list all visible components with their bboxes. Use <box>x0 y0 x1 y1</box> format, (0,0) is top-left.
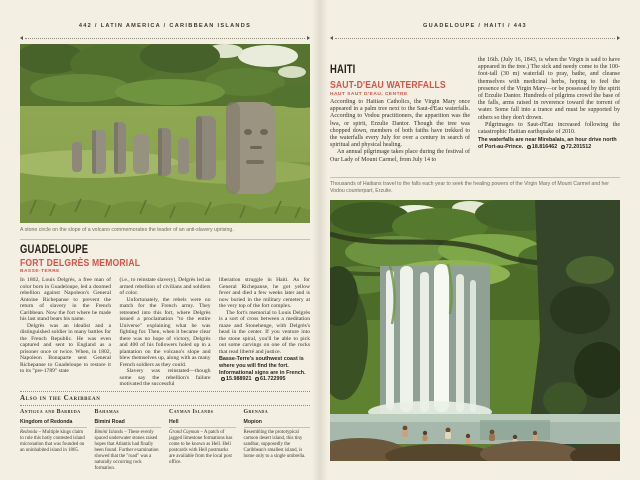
directions-text: The waterfalls are near Mirebalais, an hour drive north of Port-au-Prince. <box>478 137 617 151</box>
running-header: 442 / LATIN AMERICA / CARIBBEAN ISLANDS <box>78 23 252 29</box>
dotted-rule <box>335 38 615 39</box>
header-rule <box>330 36 620 40</box>
also-entry <box>20 409 87 477</box>
also-entry <box>95 409 162 477</box>
longitude-value: 72.201512 <box>559 144 591 150</box>
article-location: BASSE-TERRE <box>20 269 60 274</box>
article-title: FORT DELGRÈS MEMORIAL <box>20 257 141 269</box>
article-paragraph: In 1802, Louis Delgrès, a free man of color born in Guadeloupe, led a doomed rebellion against Napoleon's General Antoine Richepanse to prevent the return of slavery in the French Caribbean. Now the fort where he made his last stand bears his name. <box>20 277 111 322</box>
caption-rule <box>330 177 620 178</box>
photo-caption: Thousands of Haitians travel to the falls each year to seek the healing powers of the Virgin Mary of Mount Carmel and her Vodou counterpart, Erzulie. <box>330 181 610 194</box>
article-paragraph: An annual pilgrimage takes place during the festival of Our Lady of Mount Carmel, from July 14 to <box>330 149 470 163</box>
longitude-icon <box>255 377 259 381</box>
also-text: Grand Cayman – A patch of jagged limestone formations has come to be known as Hell. Hell postcards with Hell postmarks are available from the local post office. <box>169 430 236 466</box>
article-title: SAUT-D'EAU WATERFALLS <box>330 79 446 91</box>
article-paragraph: According to Haitian Catholics, the Virgin Mary once appeared in a palm tree next to the Saut-d'Eau waterfalls. According to Vodou practitioners, the apparition was the lwa, or spirit, Erzulie Dantor. Though the tree was chopped down, members of both faiths have trekked to the waterfalls every July for over a century in search of spiritual and physical healing. <box>330 99 470 149</box>
also-section-title: Also in the Caribbean <box>20 394 101 402</box>
latitude-value: 15.988921 <box>219 376 251 382</box>
also-entry <box>169 409 236 477</box>
article-paragraph: liberation struggle in Haiti. As for General Richepanse, he got yellow fever and died a few weeks later and is now buried in the military cemetery at the very top of the fort complex. <box>219 277 310 309</box>
also-section-top-rule <box>20 391 310 392</box>
waterfall-illustration <box>330 200 620 461</box>
stone-circle-photo <box>20 44 310 223</box>
also-text: Bimini Islands – These evenly spaced underwater stones raised hopes that Atlantis had finally been found. Further examination showed that the "road" was a naturally occurring rock formation. <box>95 430 162 472</box>
country-heading: GUADELOUPE <box>20 244 89 256</box>
directions-text: Basse-Terre's southwest coast is where you will find the fort. Informational signs are in French. <box>219 356 306 376</box>
also-place: Mopion <box>244 419 311 428</box>
rule-arrow-right-icon <box>307 36 310 40</box>
latitude-icon <box>221 377 225 381</box>
text-column <box>120 277 211 388</box>
article-paragraph: The fort's memorial to Louis Delgrès is a sort of cross between a meditation maze and Stonehenge, with Delgrès's head in the center. If you venture into the stone spiral, you'll be able to pick out some carvings on one of the rocks that read liberté and justice. <box>219 309 310 355</box>
article-paragraph: (i.e., to reinstate slavery), Delgrès led an armed rebellion of civilians and soldiers of color. <box>119 277 211 296</box>
waterfall-photo <box>330 200 620 461</box>
directions-note <box>478 137 620 151</box>
article-paragraph: Slavery was reinstated—though some say the rebellion's failure motivated the successful <box>119 368 211 387</box>
also-place: Kingdom of Redonda <box>20 419 87 428</box>
article-paragraph: Pilgrimages to Saut-d'Eau increased following the catastrophic Haitian earthquake of 2010. <box>478 121 620 136</box>
also-region: Bahamas <box>94 409 120 415</box>
running-header: GUADELOUPE / HAITI / 443 <box>423 23 527 29</box>
article-paragraph: Unfortunately, the rebels were no match for the French army. They retreated into this fort, where Delgrès issued a proclamation "to the entire Universe" explaining what he was fighting for. Then, when it became clear there was no hope of victory, Delgrès and 400 of his followers holed up in a plantation on the volcano's slope and blew themselves up, along with as many French soldiers as they could. <box>119 296 211 368</box>
also-region: Antigua and Barbuda <box>20 409 81 415</box>
text-column <box>219 277 310 388</box>
latitude-icon <box>527 145 531 149</box>
text-column <box>478 57 620 151</box>
also-section-entries <box>20 409 310 477</box>
latitude-value: 18.816462 <box>525 144 557 150</box>
also-region: Grenada <box>243 409 268 415</box>
caption-rule <box>20 239 310 240</box>
also-text: Redonda – Multiple kings claim to rule this hotly contested island micronation that was founded on an uninhabited island in 1865. <box>20 430 87 454</box>
text-column <box>330 99 470 164</box>
also-region: Cayman Islands <box>169 409 214 415</box>
rule-arrow-right-icon <box>617 36 620 40</box>
directions-note <box>219 356 310 383</box>
header-rule <box>20 36 310 40</box>
longitude-value: 61.722995 <box>253 376 285 382</box>
stone-circle-illustration <box>20 44 310 223</box>
also-place: Bimini Road <box>95 419 162 428</box>
also-section-bottom-rule <box>20 405 310 406</box>
article-location: HAUT SAUT D'EAU, CENTRE <box>330 92 408 97</box>
also-text: Resembling the prototypical cartoon desert island, this tiny sandbar, supposedly the Caribbean's smallest island, is home only to a single umbrella. <box>243 430 306 459</box>
page-gutter-fold <box>312 0 328 480</box>
rule-arrow-left-icon <box>330 36 333 40</box>
photo-caption: A stone circle on the slope of a volcano commemorates the leader of an anti-slavery uprising. <box>20 227 234 233</box>
rule-arrow-left-icon <box>20 36 23 40</box>
dotted-rule <box>25 38 305 39</box>
also-entry <box>244 409 311 477</box>
also-place: Hell <box>169 419 236 428</box>
longitude-icon <box>561 145 565 149</box>
article-paragraph: Delgrès was an idealist and a distinguished soldier in many battles for the French Republic. He was even captured and sent to England as a prisoner once or twice. When, in 1802, Napoleon Bonaparte sent General Richepanse to Guadeloupe to restore it to its "pre-1789" state <box>20 322 111 374</box>
article-body <box>20 277 310 388</box>
country-heading: HAITI <box>330 64 356 76</box>
article-paragraph: the 16th. (July 16, 1843, is when the Virgin is said to have appeared in the tree.) The sick and needy come to the 100-foot-tall (30 m) waterfall to pray, bathe, and cleanse themselves with medicinal herbs, hoping to feel the presence of the Virgin Mary—or be possessed by the spirit of Erzulie Dantor. Hundreds of pilgrims crowd the base of the falls, arms raised in reverence toward the torrent of water. Some fall into a trance and must be supported by others so they don't drown. <box>478 57 620 121</box>
text-column <box>20 277 111 388</box>
